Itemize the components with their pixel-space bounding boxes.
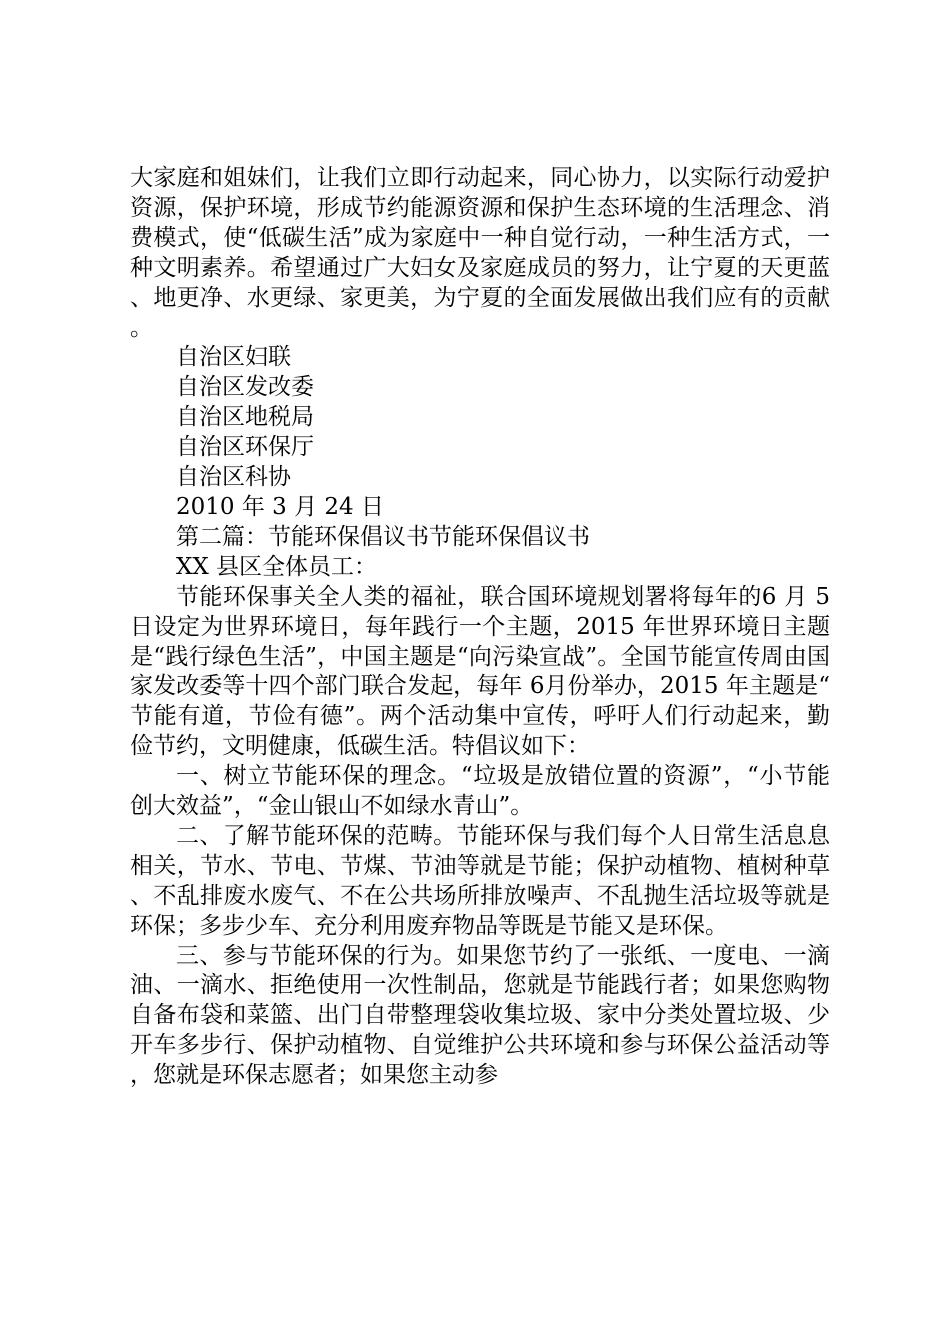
section-title-part-two: 第二篇：节能环保倡议书节能环保倡议书 <box>176 523 590 550</box>
paragraph-point-one: 一、树立节能环保的理念。“垃圾是放错位置的资源”，“小节能创大效益”，“金山银山不如绿水青山”。 <box>130 763 830 820</box>
paragraph-point-three: 三、参与节能环保的行为。如果您节约了一张纸、一度电、一滴油、一滴水、拒绝使用一次性制品，您就是节能践行者；如果您购物自备布袋和菜篮、出门自带整理袋收集垃圾、家中分类处置垃圾、少开车多步行、保护动植物、自觉维护公共环境和参与环保公益活动等，您就是环保志愿者；如果您主动参 <box>130 942 830 1089</box>
salutation: XX 县区全体员工： <box>176 553 378 580</box>
signatory-womens-federation: 自治区妇联 <box>176 344 291 371</box>
paragraph-point-two: 二、了解节能环保的范畴。节能环保与我们每个人日常生活息息相关，节水、节电、节煤、节油等就是节能；保护动植物、植树种草、不乱排废水废气、不在公共场所排放噪声、不乱抛生活垃圾等就是环保；多步少车、充分利用废弃物品等既是节能又是环保。 <box>130 822 830 939</box>
signatory-science-association: 自治区科协 <box>176 464 291 491</box>
signatory-development-reform: 自治区发改委 <box>176 374 314 401</box>
signatory-environment-department: 自治区环保厅 <box>176 434 314 461</box>
signature-date: 2010 年 3 月 24 日 <box>176 493 384 520</box>
paragraph-appeal-ending: 大家庭和姐妹们，让我们立即行动起来，同心协力，以实际行动爱护资源，保护环境，形成节约能源资源和保护生态环境的生活理念、消费模式，使“低碳生活”成为家庭中一种自觉行动，一种生活方式，一种文明素养。希望通过广大妇女及家庭成员的努力，让宁夏的天更蓝、地更净、水更绿、家更美，为宁夏的全面发展做出我们应有的贡献。 <box>130 165 830 341</box>
document-body <box>130 164 830 1091</box>
signatory-local-tax-bureau: 自治区地税局 <box>176 404 314 431</box>
paragraph-introduction: 节能环保事关全人类的福祉，联合国环境规划署将每年的6 月 5 日设定为世界环境日，每年践行一个主题，2015 年世界环境日主题是“践行绿色生活”，中国主题是“向污染宣战”。全国节能宣传周由国家发改委等十四个部门联合发起，每年 6月份举办，2015 年主题是“节能有道，节俭有德”。两个活动集中宣传，呼吁人们行动起来，勤俭节约，文明健康，低碳生活。特倡议如下： <box>130 583 830 760</box>
